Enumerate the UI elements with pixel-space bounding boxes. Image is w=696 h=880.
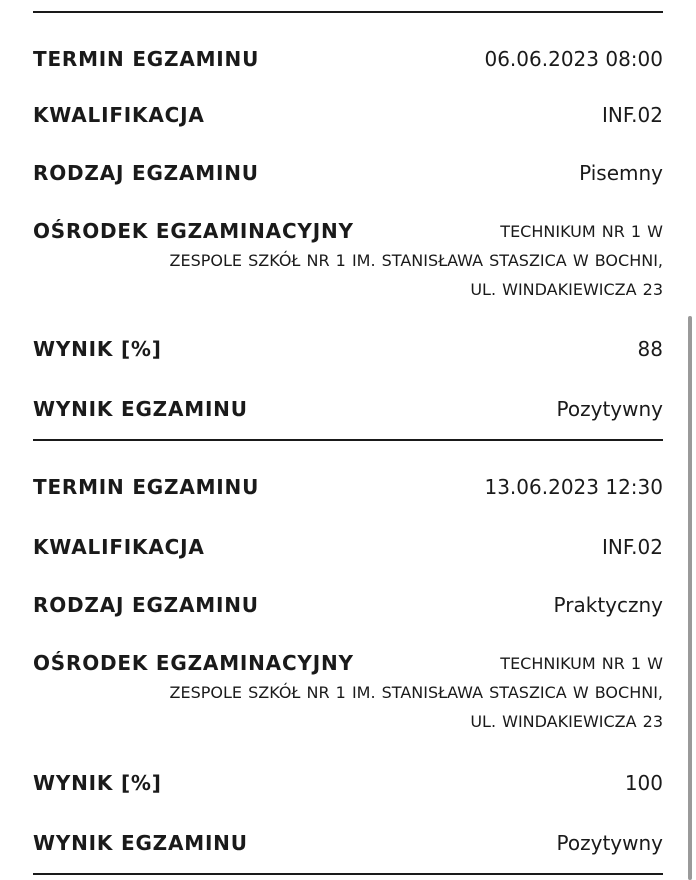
- wynik-egzaminu-value: Pozytywny: [556, 397, 663, 421]
- osrodek-line1: TECHNIKUM NR 1 W: [500, 222, 663, 241]
- row-wynik-procent: [33, 335, 663, 393]
- scrollbar[interactable]: [688, 316, 692, 880]
- row-wynik-egzaminu: [33, 393, 663, 423]
- termin-label: TERMIN EGZAMINU: [33, 475, 260, 499]
- wynik-egzaminu-value: Pozytywny: [556, 831, 663, 855]
- wynik-procent-label: WYNIK [%]: [33, 337, 162, 361]
- row-wynik-egzaminu: [33, 827, 663, 857]
- divider: [33, 873, 663, 875]
- termin-label: TERMIN EGZAMINU: [33, 47, 260, 71]
- osrodek-line3: UL. WINDAKIEWICZA 23: [470, 712, 663, 731]
- wynik-egzaminu-label: WYNIK EGZAMINU: [33, 397, 248, 421]
- rodzaj-value: Praktyczny: [553, 593, 663, 617]
- rodzaj-label: RODZAJ EGZAMINU: [33, 593, 259, 617]
- rodzaj-value: Pisemny: [579, 161, 663, 185]
- row-kwalifikacja: [33, 99, 663, 157]
- osrodek-label: OŚRODEK EGZAMINACYJNY: [33, 219, 354, 243]
- wynik-procent-value: 100: [624, 771, 663, 795]
- row-rodzaj: [33, 157, 663, 215]
- kwalifikacja-value: INF.02: [602, 103, 663, 127]
- wynik-procent-value: 88: [637, 337, 663, 361]
- row-wynik-procent: [33, 769, 663, 827]
- row-termin: [33, 41, 663, 99]
- exam-results-list: [33, 0, 663, 875]
- row-osrodek: [33, 647, 663, 769]
- rodzaj-label: RODZAJ EGZAMINU: [33, 161, 259, 185]
- termin-value: 06.06.2023 08:00: [484, 47, 663, 71]
- kwalifikacja-label: KWALIFIKACJA: [33, 535, 205, 559]
- row-kwalifikacja: [33, 531, 663, 589]
- kwalifikacja-label: KWALIFIKACJA: [33, 103, 205, 127]
- osrodek-line1: TECHNIKUM NR 1 W: [500, 654, 663, 673]
- row-rodzaj: [33, 589, 663, 647]
- osrodek-line3: UL. WINDAKIEWICZA 23: [470, 280, 663, 299]
- termin-value: 13.06.2023 12:30: [484, 475, 663, 499]
- kwalifikacja-value: INF.02: [602, 535, 663, 559]
- exam-record: [33, 441, 663, 873]
- osrodek-line2: ZESPOLE SZKÓŁ NR 1 IM. STANISŁAWA STASZICA W BOCHNI,: [169, 251, 663, 270]
- wynik-egzaminu-label: WYNIK EGZAMINU: [33, 831, 248, 855]
- exam-record: [33, 13, 663, 439]
- row-termin: [33, 473, 663, 531]
- osrodek-line2: ZESPOLE SZKÓŁ NR 1 IM. STANISŁAWA STASZICA W BOCHNI,: [169, 683, 663, 702]
- osrodek-label: OŚRODEK EGZAMINACYJNY: [33, 651, 354, 675]
- row-osrodek: [33, 215, 663, 335]
- wynik-procent-label: WYNIK [%]: [33, 771, 162, 795]
